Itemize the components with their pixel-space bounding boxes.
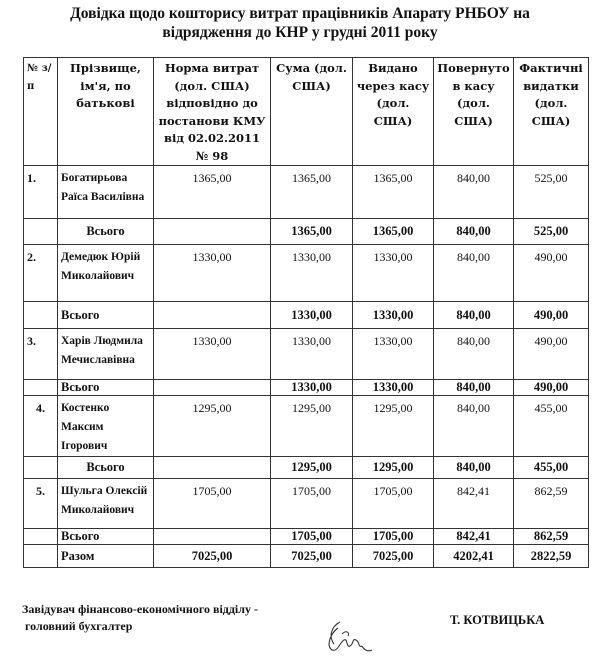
header-sum: Сума (дол. США) <box>271 58 353 166</box>
empty-cell <box>24 529 58 545</box>
subtotal-sum: 1330,00 <box>271 380 353 396</box>
sum-value: 1295,00 <box>271 396 353 457</box>
empty-cell <box>154 302 271 329</box>
table-row <box>24 245 589 302</box>
row-number: 2. <box>24 245 58 302</box>
employee-name: Демедюк Юрій Миколайович <box>58 245 154 302</box>
returned-value: 840,00 <box>434 245 514 302</box>
subtotal-sum: 1330,00 <box>271 302 353 329</box>
grand-total-returned: 4202,41 <box>434 545 514 568</box>
employee-name: Харів Людмила Мечиславівна <box>58 329 154 380</box>
sum-value: 1330,00 <box>271 329 353 380</box>
subtotal-row <box>24 457 589 479</box>
row-number: 3. <box>24 329 58 380</box>
document-title <box>0 4 600 42</box>
empty-cell <box>24 457 58 479</box>
actual-value: 490,00 <box>514 245 589 302</box>
grand-total-issued: 7025,00 <box>353 545 434 568</box>
subtotal-sum: 1365,00 <box>271 219 353 245</box>
signatory-name: Т. КОТВИЦЬКА <box>450 613 545 627</box>
actual-value: 490,00 <box>514 329 589 380</box>
subtotal-actual: 862,59 <box>514 529 589 545</box>
header-issued: Видано через касу (дол. США) <box>353 58 434 166</box>
issued-value: 1295,00 <box>353 396 434 457</box>
subtotal-actual: 490,00 <box>514 302 589 329</box>
subtotal-returned: 840,00 <box>434 302 514 329</box>
norm-value: 1705,00 <box>154 479 271 529</box>
subtotal-actual: 490,00 <box>514 380 589 396</box>
header-returned: Повернуто в касу (дол. США) <box>434 58 514 166</box>
table-row <box>24 329 589 380</box>
subtotal-row <box>24 302 589 329</box>
position-line-1: Завідувач фінансово-економічного відділу - <box>22 602 258 616</box>
employee-name: Богатирьова Раїса Василівна <box>58 166 154 219</box>
header-number: № з/п <box>24 58 58 166</box>
sum-value: 1705,00 <box>271 479 353 529</box>
grand-total-sum: 7025,00 <box>271 545 353 568</box>
grand-total-label: Разом <box>58 545 154 568</box>
subtotal-returned: 840,00 <box>434 219 514 245</box>
empty-cell <box>154 380 271 396</box>
header-norm: Норма витрат (дол. США) відповідно до постанови КМУ від 02.02.2011 № 98 <box>154 58 271 166</box>
norm-value: 1295,00 <box>154 396 271 457</box>
signatory-position <box>22 601 258 635</box>
subtotal-sum: 1295,00 <box>271 457 353 479</box>
row-number: 4. <box>24 396 58 457</box>
norm-value: 1330,00 <box>154 329 271 380</box>
row-number: 5. <box>24 479 58 529</box>
subtotal-label: Всього <box>58 219 154 245</box>
header-actual: Фактичні видатки (дол. США) <box>514 58 589 166</box>
subtotal-returned: 840,00 <box>434 457 514 479</box>
grand-total-actual: 2822,59 <box>514 545 589 568</box>
subtotal-issued: 1365,00 <box>353 219 434 245</box>
empty-cell <box>154 219 271 245</box>
subtotal-returned: 842,41 <box>434 529 514 545</box>
subtotal-row <box>24 529 589 545</box>
subtotal-actual: 525,00 <box>514 219 589 245</box>
table-header-row <box>24 58 589 166</box>
subtotal-issued: 1295,00 <box>353 457 434 479</box>
table-row <box>24 396 589 457</box>
sum-value: 1365,00 <box>271 166 353 219</box>
subtotal-label: Всього <box>58 529 154 545</box>
returned-value: 840,00 <box>434 396 514 457</box>
subtotal-sum: 1705,00 <box>271 529 353 545</box>
actual-value: 525,00 <box>514 166 589 219</box>
subtotal-actual: 455,00 <box>514 457 589 479</box>
row-number: 1. <box>24 166 58 219</box>
subtotal-returned: 840,00 <box>434 380 514 396</box>
issued-value: 1330,00 <box>353 245 434 302</box>
grand-total-norm: 7025,00 <box>154 545 271 568</box>
subtotal-label: Всього <box>58 302 154 329</box>
subtotal-label: Всього <box>58 457 154 479</box>
employee-name: Костенко Максим Ігорович <box>58 396 154 457</box>
header-name: Прізвище, ім'я, по батькові <box>58 58 154 166</box>
actual-value: 455,00 <box>514 396 589 457</box>
returned-value: 840,00 <box>434 166 514 219</box>
empty-cell <box>24 380 58 396</box>
signature-icon <box>320 614 390 659</box>
norm-value: 1365,00 <box>154 166 271 219</box>
grand-total-row <box>24 545 589 568</box>
returned-value: 842,41 <box>434 479 514 529</box>
subtotal-issued: 1330,00 <box>353 302 434 329</box>
empty-cell <box>154 529 271 545</box>
empty-cell <box>24 302 58 329</box>
issued-value: 1705,00 <box>353 479 434 529</box>
empty-cell <box>154 457 271 479</box>
sum-value: 1330,00 <box>271 245 353 302</box>
returned-value: 840,00 <box>434 329 514 380</box>
subtotal-issued: 1330,00 <box>353 380 434 396</box>
employee-name: Шульга Олексій Миколайович <box>58 479 154 529</box>
subtotal-row <box>24 380 589 396</box>
table-row <box>24 166 589 219</box>
actual-value: 862,59 <box>514 479 589 529</box>
issued-value: 1365,00 <box>353 166 434 219</box>
expense-table <box>23 57 589 568</box>
norm-value: 1330,00 <box>154 245 271 302</box>
subtotal-row <box>24 219 589 245</box>
title-line-1: Довідка щодо кошторису витрат працівників Апарату РНБОУ на <box>70 5 530 22</box>
subtotal-label: Всього <box>58 380 154 396</box>
position-line-2: головний бухгалтер <box>22 619 133 633</box>
table-row <box>24 479 589 529</box>
empty-cell <box>24 545 58 568</box>
subtotal-issued: 1705,00 <box>353 529 434 545</box>
title-line-2: відрядження до КНР у грудні 2011 року <box>162 24 438 41</box>
issued-value: 1330,00 <box>353 329 434 380</box>
empty-cell <box>24 219 58 245</box>
